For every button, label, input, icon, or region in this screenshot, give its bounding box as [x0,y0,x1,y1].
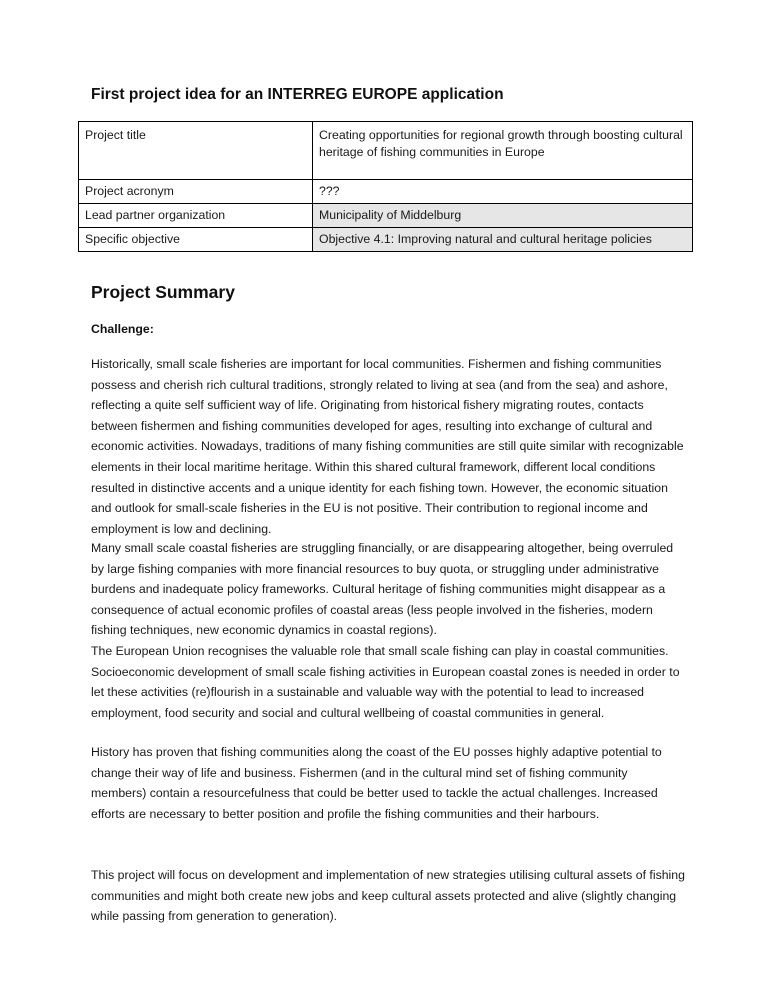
specific-objective-value: Objective 4.1: Improving natural and cultural heritage policies [313,228,693,252]
lead-partner-value: Municipality of Middelburg [313,204,693,228]
document-title: First project idea for an INTERREG EUROPE application [91,86,504,103]
table-row [79,180,693,204]
table-row [79,204,693,228]
paragraph-project-focus: This project will focus on development and implementation of new strategies utilising cultural assets of fishing communities and might both create new jobs and keep cultural assets protected and alive (slightly changing while passing from generation to generation). [91,868,685,924]
specific-objective-label: Specific objective [79,228,313,252]
project-title-value: Creating opportunities for regional growth through boosting cultural heritage of fishing communities in Europe [313,122,693,180]
project-acronym-label: Project acronym [79,180,313,204]
challenge-subheading: Challenge: [91,322,154,336]
table-row [79,228,693,252]
lead-partner-label: Lead partner organization [79,204,313,228]
paragraph-struggles-group [91,538,686,723]
paragraph-struggles: Many small scale coastal fisheries are struggling financially, or are disappearing altogether, being overruled by large fishing companies with more financial resources to buy quota, or struggling under administrative burdens and inadequate policy frameworks. Cultural heritage of fishing communities might disappear as a consequence of actual economic profiles of coastal areas (less people involved in the fisheries, modern fishing techniques, new economic dynamics in coastal regions). [91,541,674,638]
project-title-label: Project title [79,122,313,180]
project-summary-heading: Project Summary [91,282,235,302]
paragraph-history: Historically, small scale fisheries are important for local communities. Fishermen and fishing communities possess and cherish rich cultural traditions, strongly related to living at sea (and from the sea) and ashore, reflecting a quite self sufficient way of life. Originating from historical fishery migrating routes, contacts between fishermen and fishing communities developed for ages, resulting into exchange of cultural and economic activities. Nowadays, traditions of many fishing communities are still quite similar with recognizable elements in their local maritime heritage. Within this shared cultural framework, different local conditions resulted in distinctive accents and a unique identity for each fishing town. However, the economic situation and outlook for small-scale fisheries in the EU is not positive. Their contribution to regional income and employment is low and declining. [91,357,684,536]
project-info-table [78,121,693,252]
paragraph-eu-recognition: The European Union recognises the valuable role that small scale fishing can play in coastal communities. Socioeconomic development of small scale fishing activities in European coastal zones is needed in order to let these activities (re)flourish in a sustainable and valuable way with the potential to lead to increased employment, food security and social and cultural wellbeing of coastal communities in general. [91,643,680,720]
paragraph-adaptive-potential: History has proven that fishing communities along the coast of the EU posses highly adaptive potential to change their way of life and business. Fishermen (and in the cultural mind set of fishing community members) contain a resourcefulness that could be better used to tackle the actual challenges. Increased efforts are necessary to better position and profile the fishing communities and their harbours. [91,745,662,821]
table-row [79,122,693,180]
project-acronym-value: ??? [313,180,693,204]
